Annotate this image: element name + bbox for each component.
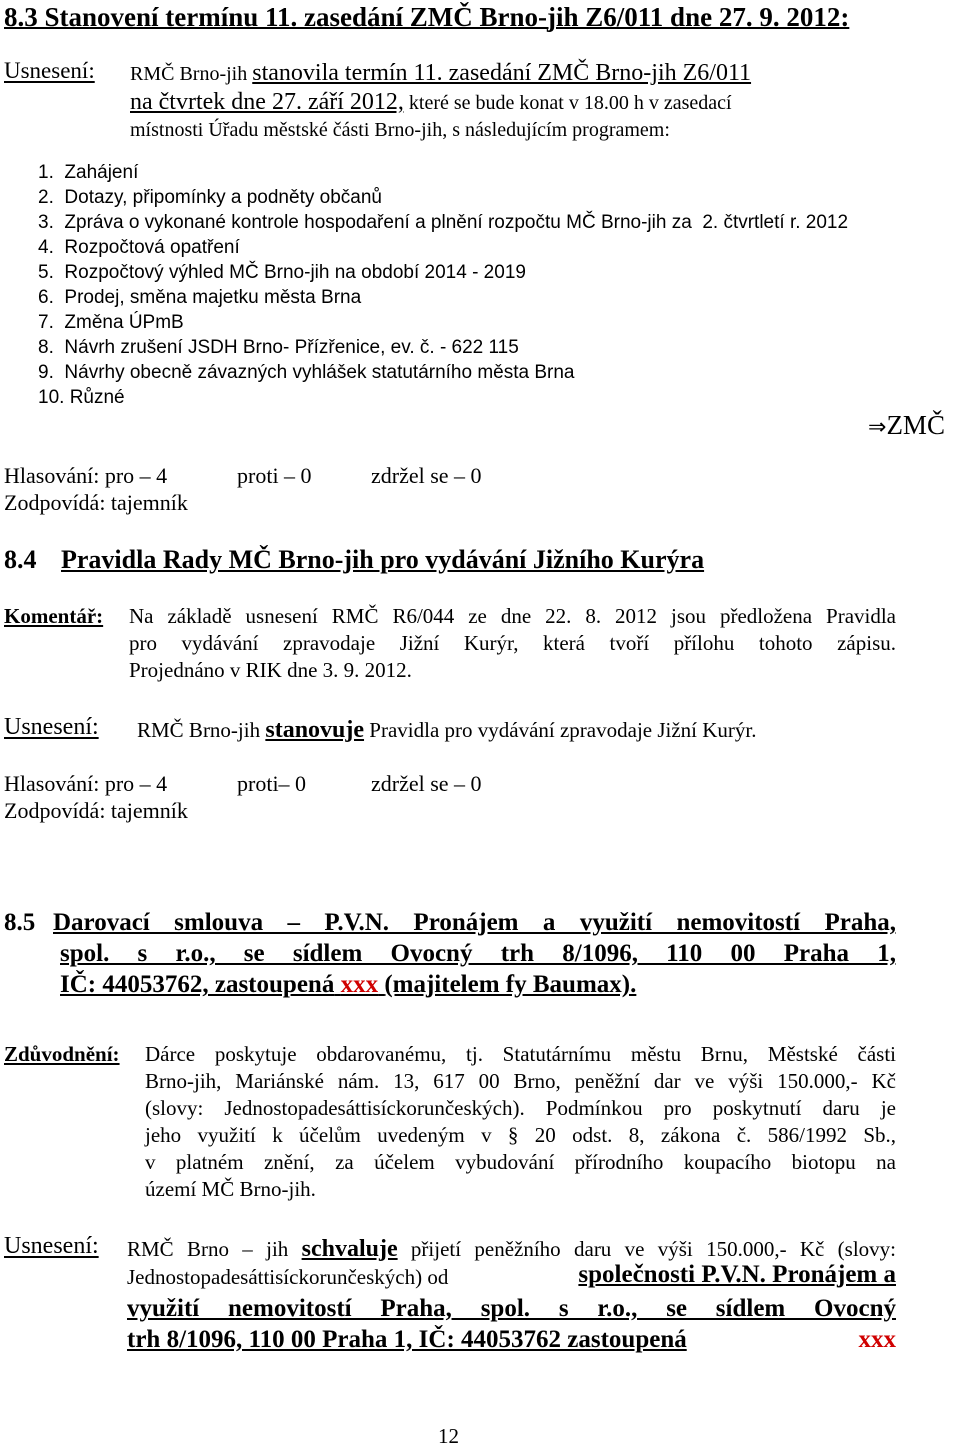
hlasovani-zdrzel: zdržel se – 0	[371, 463, 482, 488]
resolution-subject: RMČ Brno-jih	[137, 718, 261, 742]
resolution-date: na čtvrtek dne 27. září 2012,	[130, 89, 404, 115]
program-item: 2. Dotazy, připomínky a podněty občanů	[38, 187, 382, 208]
usneseni-label: Usnesení:	[4, 714, 99, 740]
resolution-object: Pravidla pro vydávání zpravodaje Jižní Kurýr.	[369, 718, 757, 742]
zodpovida: Zodpovídá: tajemník	[4, 490, 188, 515]
usneseni-label: Usnesení:	[4, 58, 95, 83]
redacted-name: xxx	[340, 971, 379, 998]
resolution-line-1	[127, 1236, 896, 1263]
title-part: (majitelem fy Baumax).	[384, 971, 637, 998]
resolution-time: které se bude konat v 18.00 h v zasedací	[408, 92, 732, 114]
resolution-address: trh 8/1096, 110 00 Praha 1, IČ: 44053762 zastoupená	[127, 1326, 687, 1353]
section-title-line-2: spol. s r.o., se sídlem Ovocný trh 8/1096, 110 00 Praha 1,	[60, 940, 896, 967]
komentar-line-2: pro vydávání zpravodaje Jižní Kurýr, která tvoří přílohu tohoto zápisu.	[129, 631, 896, 655]
section-title-line-1: Darovací smlouva – P.V.N. Pronájem a využití nemovitostí Praha,	[53, 909, 896, 936]
hlasovani-pro: Hlasování: pro – 4	[4, 771, 168, 796]
section-8-4-heading	[4, 545, 704, 575]
resolution-object: přijetí peněžního daru ve výši 150.000,- Kč (slovy:	[410, 1237, 897, 1261]
hlasovani-proti: proti– 0	[237, 771, 307, 796]
program-item: 1. Zahájení	[38, 162, 139, 183]
program-item: 9. Návrhy obecně závazných vyhlášek statutárního města Brna	[38, 362, 575, 383]
zodpovida: Zodpovídá: tajemník	[4, 798, 188, 823]
resolution-line-2	[127, 1261, 896, 1290]
section-title: Pravidla Rady MČ Brno-jih pro vydávání Jižního Kurýra	[61, 545, 705, 574]
komentar-line-3: Projednáno v RIK dne 3. 9. 2012.	[129, 658, 412, 682]
section-number: 8.5	[4, 909, 36, 936]
resolution-verb: stanovuje	[265, 717, 365, 743]
resolution-verb: stanovila termín 11. zasedání ZMČ Brno-jih Z6/011	[252, 60, 752, 86]
komentar-label: Komentář:	[4, 604, 104, 628]
zduvodneni-line-4: jeho využití k účelům uvedeným v § 20 odst. 8, zákona č. 586/1992 Sb.,	[145, 1123, 896, 1147]
section-8-3-heading: 8.3 Stanovení termínu 11. zasedání ZMČ Brno-jih Z6/011 dne 27. 9. 2012:	[4, 2, 850, 32]
resolution-text	[130, 60, 751, 87]
section-number: 8.4	[4, 545, 37, 574]
zmc-marker	[868, 410, 945, 441]
hlasovani-proti: proti – 0	[237, 463, 312, 488]
zduvodneni-line-1: Dárce poskytuje obdarovanému, tj. Statutárnímu městu Brnu, Městské části	[145, 1042, 896, 1066]
hlasovani-zdrzel: zdržel se – 0	[371, 771, 482, 796]
resolution-text	[137, 717, 757, 744]
section-title-line-3	[60, 971, 636, 999]
zduvodneni-line-2: Brno-jih, Mariánské nám. 13, 617 00 Brno, peněžní dar ve výši 150.000,- Kč	[145, 1069, 896, 1093]
program-item: 6. Prodej, směna majetku města Brna	[38, 287, 362, 308]
resolution-line-4	[127, 1326, 896, 1354]
program-item: 7. Změna ÚPmB	[38, 312, 184, 333]
arrow-icon: ⇒	[868, 415, 887, 440]
zduvodneni-line-5: v platném znění, za účelem vybudování přírodního koupacího biotopu na	[145, 1150, 896, 1174]
resolution-subject: RMČ Brno-jih	[130, 63, 248, 85]
resolution-amount-words: Jednostopadesáttisíckorunčeských) od	[127, 1265, 449, 1289]
zmc-label: ZMČ	[886, 410, 945, 440]
hlasovani-pro: Hlasování: pro – 4	[4, 463, 168, 488]
program-item: 5. Rozpočtový výhled MČ Brno-jih na období 2014 - 2019	[38, 262, 526, 283]
title-part: IČ: 44053762, zastoupená	[60, 971, 335, 998]
resolution-line-3: místnosti Úřadu městské části Brno-jih, s následujícím programem:	[130, 119, 670, 141]
program-item: 10. Různé	[38, 387, 125, 408]
redacted-name: xxx	[858, 1326, 896, 1353]
komentar-line-1: Na základě usnesení RMČ R6/044 ze dne 22. 8. 2012 jsou předložena Pravidla	[129, 604, 896, 628]
resolution-line-3: využití nemovitostí Praha, spol. s r.o., se sídlem Ovocný	[127, 1295, 896, 1322]
zduvodneni-line-3: (slovy: Jednostopadesáttisíckorunčeských). Podmínkou pro poskytnutí daru je	[145, 1096, 896, 1120]
resolution-verb: schvaluje	[301, 1236, 398, 1262]
program-item: 8. Návrh zrušení JSDH Brno- Přízřenice, ev. č. - 622 115	[38, 337, 519, 358]
zduvodneni-label: Zdůvodnění:	[4, 1042, 120, 1066]
resolution-company: společnosti P.V.N. Pronájem a	[578, 1261, 896, 1288]
resolution-line-2	[130, 89, 732, 116]
resolution-subject: RMČ Brno – jih	[127, 1237, 289, 1261]
program-item: 4. Rozpočtová opatření	[38, 237, 240, 258]
program-item: 3. Zpráva o vykonané kontrole hospodaření a plnění rozpočtu MČ Brno-jih za 2. čtvrtletí r. 2012	[38, 212, 849, 233]
page-number: 12	[438, 1424, 459, 1448]
usneseni-label: Usnesení:	[4, 1233, 99, 1259]
zduvodneni-line-6: území MČ Brno-jih.	[145, 1177, 316, 1201]
